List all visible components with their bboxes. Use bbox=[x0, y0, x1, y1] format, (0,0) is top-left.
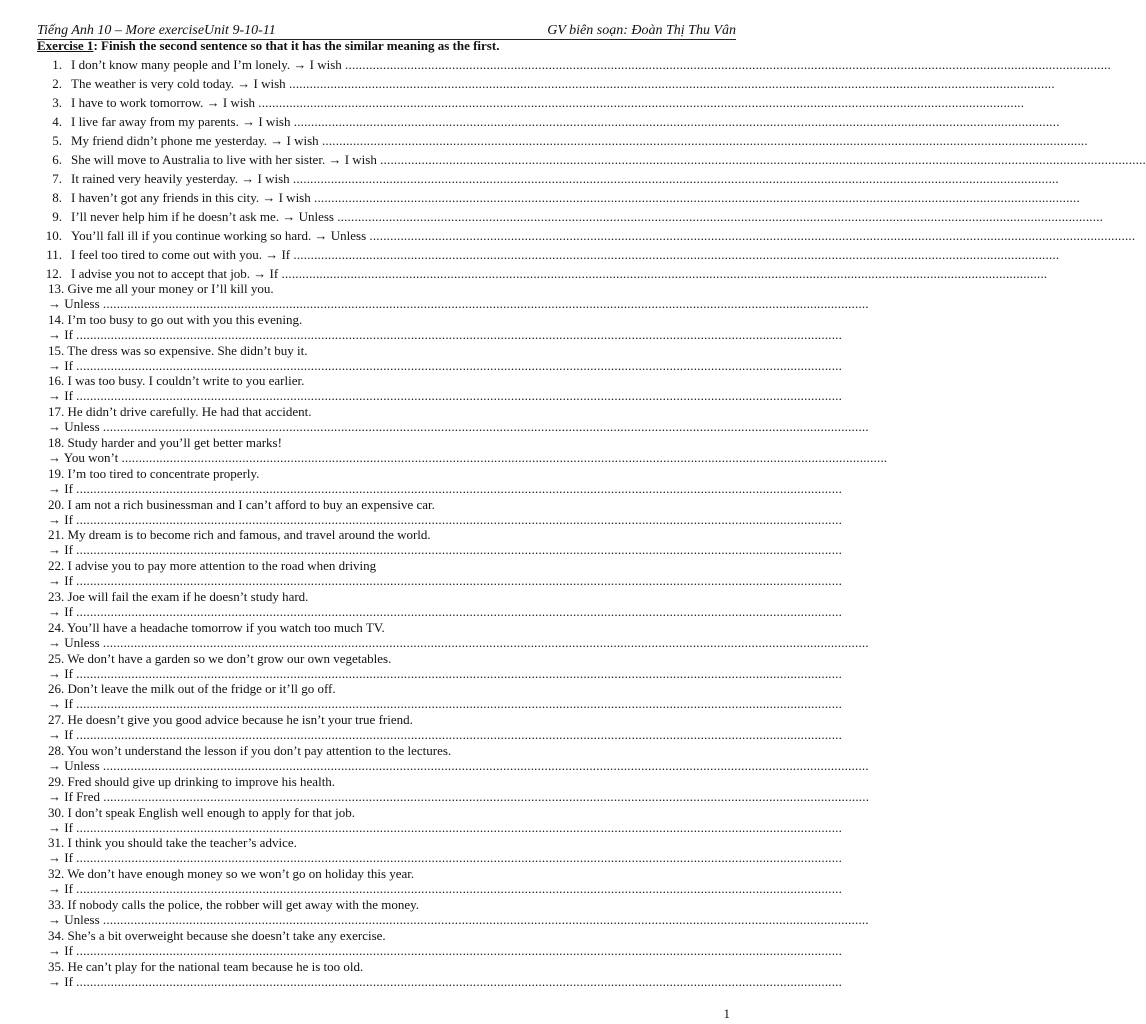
answer-prompt: → If bbox=[48, 511, 73, 527]
answer-line bbox=[48, 911, 869, 928]
item-sentence: My friend didn’t phone me yesterday. → I wish bbox=[71, 133, 319, 148]
exercise-list bbox=[0, 55, 1146, 991]
answer-prompt: → If bbox=[48, 819, 73, 835]
item-sentence: I haven’t got any friends in this city. → I wish bbox=[71, 190, 311, 205]
exercise-item bbox=[0, 281, 869, 314]
item-number: 4. bbox=[52, 114, 62, 129]
item-number: 7. bbox=[52, 171, 62, 186]
answer-blank[interactable]: .............................................................................................................................................................................................................................. bbox=[288, 76, 1055, 91]
item-sentence: 22. I advise you to pay more attention to the road when driving bbox=[48, 558, 377, 574]
exercise-item bbox=[0, 207, 1104, 226]
answer-blank[interactable]: .............................................................................................................................................................................................................................. bbox=[76, 573, 843, 589]
answer-prompt: → If bbox=[48, 326, 73, 342]
answer-blank[interactable]: .............................................................................................................................................................................................................................. bbox=[380, 152, 1146, 167]
answer-blank[interactable]: .............................................................................................................................................................................................................................. bbox=[102, 757, 869, 773]
long-items bbox=[0, 281, 888, 991]
item-number: 1. bbox=[52, 57, 62, 72]
item-sentence: I’ll never help him if he doesn’t ask me. → Unless bbox=[71, 209, 334, 224]
item-sentence: I have to work tomorrow. → I wish bbox=[71, 95, 256, 110]
item-sentence: She will move to Australia to live with her sister. → I wish bbox=[71, 152, 377, 167]
answer-line bbox=[48, 665, 843, 682]
answer-blank[interactable]: .............................................................................................................................................................................................................................. bbox=[292, 171, 1059, 186]
answer-blank[interactable]: .............................................................................................................................................................................................................................. bbox=[76, 696, 843, 712]
answer-prompt: → Unless bbox=[48, 757, 100, 773]
item-sentence: 29. Fred should give up drinking to improve his health. bbox=[48, 773, 336, 789]
item-sentence: 33. If nobody calls the police, the robber will get away with the money. bbox=[48, 896, 420, 912]
answer-line bbox=[48, 542, 843, 558]
exercise-item bbox=[0, 311, 843, 345]
item-sentence: 26. Don’t leave the milk out of the fridge or it’ll go off. bbox=[48, 681, 336, 697]
answer-line bbox=[48, 727, 843, 743]
item-sentence: 15. The dress was so expensive. She didn’t buy it. bbox=[48, 342, 308, 358]
answer-prompt: → If bbox=[48, 942, 73, 958]
answer-blank[interactable]: .............................................................................................................................................................................................................................. bbox=[76, 603, 843, 619]
answer-line bbox=[48, 634, 869, 651]
item-sentence: You’ll fall ill if you continue working so hard. → Unless bbox=[71, 228, 367, 243]
answer-blank[interactable]: .............................................................................................................................................................................................................................. bbox=[258, 95, 1025, 110]
exercise-item bbox=[0, 93, 1025, 112]
item-sentence: The weather is very cold today. → I wish bbox=[71, 76, 286, 91]
answer-line bbox=[48, 757, 869, 774]
item-sentence: 24. You’ll have a headache tomorrow if you watch too much TV. bbox=[48, 619, 385, 635]
answer-line bbox=[48, 357, 843, 374]
answer-blank[interactable]: .............................................................................................................................................................................................................................. bbox=[102, 296, 869, 311]
exercise-item bbox=[0, 712, 843, 745]
answer-blank[interactable]: .............................................................................................................................................................................................................................. bbox=[76, 973, 843, 989]
exercise-item bbox=[0, 496, 843, 530]
exercise-item bbox=[0, 681, 843, 714]
item-sentence: 21. My dream is to become rich and famous, and travel around the world. bbox=[48, 527, 431, 543]
item-text bbox=[71, 55, 1111, 74]
item-number: 12. bbox=[45, 266, 62, 281]
exercise-item bbox=[0, 866, 843, 899]
answer-blank[interactable]: .............................................................................................................................................................................................................................. bbox=[76, 357, 843, 373]
item-text bbox=[71, 188, 1080, 207]
item-text bbox=[71, 112, 1060, 131]
answer-prompt: → If bbox=[48, 665, 73, 681]
item-sentence: I advise you not to accept that job. → If bbox=[71, 266, 279, 281]
answer-blank[interactable]: .............................................................................................................................................................................................................................. bbox=[293, 247, 1060, 262]
exercise-item bbox=[0, 465, 843, 499]
item-sentence: It rained very heavily yesterday. → I wish bbox=[71, 171, 290, 186]
exercise-item bbox=[0, 558, 843, 591]
exercise-item bbox=[0, 742, 869, 776]
exercise-item bbox=[0, 927, 843, 961]
item-number: 5. bbox=[52, 133, 62, 148]
answer-blank[interactable]: .............................................................................................................................................................................................................................. bbox=[293, 114, 1060, 129]
answer-line bbox=[48, 573, 843, 589]
exercise-item bbox=[0, 188, 1080, 207]
answer-line bbox=[48, 326, 843, 343]
answer-line bbox=[48, 449, 888, 466]
answer-line bbox=[48, 942, 843, 959]
answer-prompt: → If bbox=[48, 603, 73, 619]
item-sentence: 18. Study harder and you’ll get better marks! bbox=[48, 434, 282, 450]
exercise-item bbox=[0, 245, 1060, 264]
item-sentence: I live far away from my parents. → I wish bbox=[71, 114, 291, 129]
exercise-item bbox=[0, 169, 1059, 188]
item-sentence: 28. You won’t understand the lesson if you don’t pay attention to the lectures. bbox=[48, 742, 452, 758]
item-sentence: 19. I’m too tired to concentrate properly. bbox=[48, 465, 260, 481]
item-sentence: I feel too tired to come out with you. → If bbox=[71, 247, 291, 262]
answer-prompt: → You won’t bbox=[48, 449, 119, 465]
answer-line bbox=[48, 850, 843, 866]
item-text bbox=[71, 150, 1146, 169]
exercise-item bbox=[0, 226, 1136, 245]
exercise-item bbox=[0, 434, 888, 468]
exercise-item bbox=[0, 619, 869, 653]
item-sentence: 35. He can’t play for the national team because he is too old. bbox=[48, 958, 364, 974]
answer-prompt: → If bbox=[48, 388, 73, 404]
exercise-item bbox=[0, 958, 843, 992]
answer-blank[interactable]: .............................................................................................................................................................................................................................. bbox=[76, 542, 843, 558]
answer-prompt: → If bbox=[48, 357, 73, 373]
answer-blank[interactable]: .............................................................................................................................................................................................................................. bbox=[76, 326, 843, 342]
item-text bbox=[71, 169, 1059, 188]
item-sentence: 17. He didn’t drive carefully. He had that accident. bbox=[48, 404, 312, 420]
item-text bbox=[71, 131, 1088, 150]
answer-line bbox=[48, 603, 843, 620]
exercise-item bbox=[0, 773, 870, 807]
exercise-item bbox=[0, 112, 1060, 131]
answer-blank[interactable]: .............................................................................................................................................................................................................................. bbox=[76, 942, 843, 958]
exercise-item bbox=[0, 527, 843, 560]
exercise-item bbox=[0, 373, 843, 406]
answer-blank[interactable]: .............................................................................................................................................................................................................................. bbox=[76, 388, 843, 404]
exercise-item bbox=[0, 404, 869, 437]
item-sentence: 23. Joe will fail the exam if he doesn’t study hard. bbox=[48, 588, 309, 604]
exercise-item bbox=[0, 150, 1146, 169]
answer-prompt: → Unless bbox=[48, 419, 100, 435]
answer-blank[interactable]: .............................................................................................................................................................................................................................. bbox=[76, 511, 843, 527]
item-number: 2. bbox=[52, 76, 62, 91]
answer-blank[interactable]: .............................................................................................................................................................................................................................. bbox=[76, 881, 843, 897]
item-sentence: 31. I think you should take the teacher’s advice. bbox=[48, 835, 297, 851]
answer-blank[interactable]: .............................................................................................................................................................................................................................. bbox=[76, 480, 843, 496]
answer-line bbox=[48, 296, 869, 312]
answer-blank[interactable]: .............................................................................................................................................................................................................................. bbox=[345, 57, 1111, 72]
answer-prompt: → If bbox=[48, 480, 73, 496]
answer-blank[interactable]: .............................................................................................................................................................................................................................. bbox=[103, 788, 870, 804]
answer-blank[interactable]: .............................................................................................................................................................................................................................. bbox=[76, 665, 843, 681]
exercise-item bbox=[0, 342, 843, 376]
short-items bbox=[0, 55, 1146, 283]
answer-prompt: → Unless bbox=[48, 296, 100, 311]
exercise-item bbox=[0, 804, 843, 838]
answer-line bbox=[48, 511, 843, 528]
page-number: 1 bbox=[723, 1006, 730, 1021]
answer-blank[interactable]: .............................................................................................................................................................................................................................. bbox=[76, 850, 843, 866]
answer-blank[interactable]: .............................................................................................................................................................................................................................. bbox=[102, 419, 869, 435]
item-number: 8. bbox=[52, 190, 62, 205]
answer-line bbox=[48, 419, 869, 435]
answer-blank[interactable]: .............................................................................................................................................................................................................................. bbox=[337, 209, 1104, 224]
answer-blank[interactable]: .............................................................................................................................................................................................................................. bbox=[102, 634, 869, 650]
item-sentence: 32. We don’t have enough money so we won’t go on holiday this year. bbox=[48, 866, 415, 882]
exercise-label: Exercise 1 bbox=[37, 38, 94, 53]
item-sentence: 25. We don’t have a garden so we don’t grow our own vegetables. bbox=[48, 650, 392, 666]
item-number: 6. bbox=[52, 152, 62, 167]
exercise-item bbox=[0, 896, 869, 930]
answer-line bbox=[48, 480, 843, 497]
answer-line bbox=[48, 788, 870, 805]
answer-prompt: → If bbox=[48, 850, 73, 866]
exercise-title bbox=[37, 38, 499, 54]
exercise-item bbox=[0, 588, 843, 622]
answer-prompt: → If bbox=[48, 973, 73, 989]
answer-prompt: → If Fred bbox=[48, 788, 100, 804]
answer-prompt: → Unless bbox=[48, 634, 100, 650]
answer-prompt: → If bbox=[48, 696, 73, 712]
exercise-item bbox=[0, 131, 1088, 150]
answer-line bbox=[48, 819, 843, 836]
answer-blank[interactable]: .............................................................................................................................................................................................................................. bbox=[76, 727, 843, 743]
item-number: 9. bbox=[52, 209, 62, 224]
answer-blank[interactable]: .............................................................................................................................................................................................................................. bbox=[314, 190, 1080, 205]
answer-blank[interactable]: .............................................................................................................................................................................................................................. bbox=[76, 819, 843, 835]
item-number: 11. bbox=[46, 247, 62, 262]
answer-prompt: → If bbox=[48, 542, 73, 558]
item-text bbox=[71, 207, 1104, 226]
answer-line bbox=[48, 881, 843, 897]
item-sentence: 14. I’m too busy to go out with you this evening. bbox=[48, 311, 303, 327]
exercise-item bbox=[0, 55, 1111, 74]
item-text bbox=[71, 93, 1025, 112]
header-teacher: GV biên soạn: Đoàn Thị Thu Vân bbox=[547, 23, 736, 38]
exercise-item bbox=[0, 74, 1055, 93]
item-text bbox=[71, 226, 1136, 245]
answer-prompt: → If bbox=[48, 727, 73, 743]
exercise-item bbox=[0, 835, 843, 868]
answer-prompt: → If bbox=[48, 573, 73, 589]
answer-line bbox=[48, 696, 843, 712]
answer-prompt: → If bbox=[48, 881, 73, 897]
item-number: 3. bbox=[52, 95, 62, 110]
exercise-item bbox=[0, 650, 843, 684]
answer-line bbox=[48, 973, 843, 990]
answer-line bbox=[48, 388, 843, 404]
item-sentence: 13. Give me all your money or I’ll kill you. bbox=[48, 281, 274, 296]
item-sentence: 34. She’s a bit overweight because she doesn’t take any exercise. bbox=[48, 927, 386, 943]
item-sentence: 30. I don’t speak English well enough to apply for that job. bbox=[48, 804, 356, 820]
item-sentence: I don’t know many people and I’m lonely. → I wish bbox=[71, 57, 342, 72]
item-sentence: 20. I am not a rich businessman and I can’t afford to buy an expensive car. bbox=[48, 496, 435, 512]
item-text bbox=[71, 74, 1055, 93]
item-sentence: 16. I was too busy. I couldn’t write to you earlier. bbox=[48, 373, 305, 389]
item-sentence: 27. He doesn’t give you good advice because he isn’t your true friend. bbox=[48, 712, 413, 728]
item-text bbox=[71, 245, 1060, 264]
answer-blank[interactable]: .............................................................................................................................................................................................................................. bbox=[102, 911, 869, 927]
answer-blank[interactable]: .............................................................................................................................................................................................................................. bbox=[281, 266, 1048, 281]
answer-prompt: → Unless bbox=[48, 911, 100, 927]
answer-blank[interactable]: .............................................................................................................................................................................................................................. bbox=[121, 449, 888, 465]
answer-blank[interactable]: .............................................................................................................................................................................................................................. bbox=[321, 133, 1088, 148]
exercise-instruction: : Finish the second sentence so that it has the similar meaning as the first. bbox=[93, 38, 500, 53]
header-course-title: Tiếng Anh 10 – More exerciseUnit 9-10-11 bbox=[37, 23, 276, 38]
item-number: 10. bbox=[45, 228, 62, 243]
answer-blank[interactable]: .............................................................................................................................................................................................................................. bbox=[369, 228, 1136, 243]
